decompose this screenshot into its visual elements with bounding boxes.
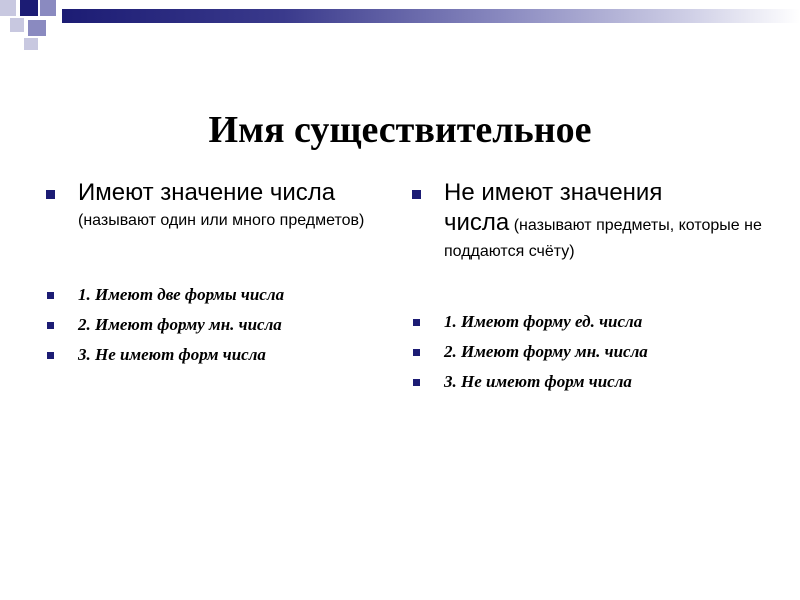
square-bullet-icon [46,190,55,199]
decor-square [40,0,56,16]
list-item: 2. Имеют форму мн. числа [412,337,762,367]
decor-square [28,20,46,36]
header-gradient-bar [62,9,800,23]
square-bullet-icon [412,190,421,199]
left-note: (называют один или много предметов) [78,212,365,229]
square-bullet-icon [47,322,54,329]
square-bullet-icon [47,292,54,299]
decor-square [0,0,16,16]
list-item: 1. Имеют форму ед. числа [412,307,762,337]
decor-square [10,18,24,32]
left-heading: Имеют значение числа [78,179,336,206]
list-item: 3. Не имеют форм числа [412,367,762,397]
left-column [46,178,391,370]
right-list [412,307,762,397]
right-heading-line2: числа [444,209,510,236]
list-item: 2. Имеют форму мн. числа [46,310,391,340]
left-list [46,280,391,370]
right-heading-line1: Не имеют значения [444,179,663,206]
right-heading-block [412,178,762,265]
square-bullet-icon [47,352,54,359]
slide-title: Имя существительное [208,109,592,151]
left-heading-block [46,178,391,234]
right-note: (называют предметы, которые не поддаются счёту) [444,217,762,260]
square-bullet-icon [413,349,420,356]
square-bullet-icon [413,379,420,386]
decor-square [24,38,38,50]
list-item: 1. Имеют две формы числа [46,280,391,310]
right-column [412,178,762,397]
decor-square [20,0,38,16]
list-item: 3. Не имеют форм числа [46,340,391,370]
square-bullet-icon [413,319,420,326]
